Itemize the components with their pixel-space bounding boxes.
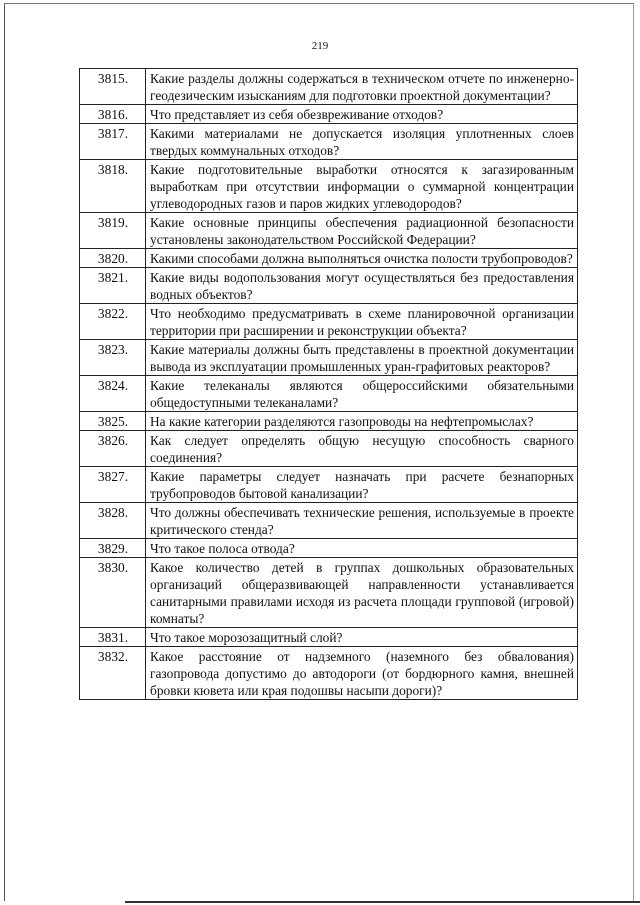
question-number: 3820. [80,249,146,268]
table-row [80,340,578,376]
question-number: 3831. [80,628,146,647]
question-text: Что необходимо предусматривать в схеме планировочной организации территории при расширении и реконструкции объекта? [146,304,578,340]
questions-table [79,68,578,700]
question-number: 3819. [80,213,146,249]
table-row [80,647,578,700]
question-number: 3827. [80,467,146,503]
question-text: Какие материалы должны быть представлены в проектной документации вывода из эксплуатации промышленных уран-графитовых реакторов? [146,340,578,376]
table-row [80,558,578,628]
question-number: 3816. [80,105,146,124]
question-text: На какие категории разделяются газопроводы на нефтепромыслах? [146,412,578,431]
question-number: 3832. [80,647,146,700]
question-number: 3815. [80,69,146,105]
question-text: Какие подготовительные выработки относятся к загазированным выработкам при отсутствии информации о суммарной концентрации углеводородных газов и паров жидких углеводородов? [146,160,578,213]
table-row [80,628,578,647]
table-row [80,304,578,340]
table-row [80,249,578,268]
table-row [80,69,578,105]
question-text: Что должны обеспечивать технические решения, используемые в проекте критического стенда? [146,503,578,539]
question-text: Какими способами должна выполняться очистка полости трубопроводов? [146,249,578,268]
question-text: Какие разделы должны содержаться в техническом отчете по инженерно-геодезическим изысканиям для подготовки проектной документации? [146,69,578,105]
table-row [80,467,578,503]
question-number: 3823. [80,340,146,376]
table-row [80,376,578,412]
table-row [80,160,578,213]
question-number: 3821. [80,268,146,304]
question-text: Какие виды водопользования могут осуществляться без предоставления водных объектов? [146,268,578,304]
questions-table-body [80,69,578,700]
question-text: Какое расстояние от надземного (наземного без обвалования) газопровода допустимо до автодороги (от бордюрного камня, внешней бровки кювета или края подошвы насыпи дороги)? [146,647,578,700]
question-text: Какое количество детей в группах дошкольных образовательных организаций общеразвивающей направленности устанавливается санитарными правилами исходя из расчета площади групповой (игровой) комнаты? [146,558,578,628]
table-row [80,539,578,558]
table-row [80,431,578,467]
question-number: 3828. [80,503,146,539]
table-row [80,268,578,304]
table-row [80,124,578,160]
question-number: 3826. [80,431,146,467]
table-row [80,412,578,431]
table-row [80,105,578,124]
question-number: 3824. [80,376,146,412]
question-number: 3822. [80,304,146,340]
question-text: Какие основные принципы обеспечения радиационной безопасности установлены законодательством Российской Федерации? [146,213,578,249]
question-text: Что такое полоса отвода? [146,539,578,558]
question-text: Какие параметры следует назначать при расчете безнапорных трубопроводов бытовой канализации? [146,467,578,503]
question-number: 3818. [80,160,146,213]
page-number: 219 [311,40,329,52]
question-number: 3825. [80,412,146,431]
page-bottom-edge [125,901,640,903]
table-row [80,503,578,539]
question-number: 3817. [80,124,146,160]
question-text: Что представляет из себя обезвреживание отходов? [146,105,578,124]
table-row [80,213,578,249]
question-number: 3829. [80,539,146,558]
question-text: Какие телеканалы являются общероссийскими обязательными общедоступными телеканалами? [146,376,578,412]
question-number: 3830. [80,558,146,628]
question-text: Как следует определять общую несущую способность сварного соединения? [146,431,578,467]
question-text: Что такое морозозащитный слой? [146,628,578,647]
question-text: Какими материалами не допускается изоляция уплотненных слоев твердых коммунальных отходов? [146,124,578,160]
